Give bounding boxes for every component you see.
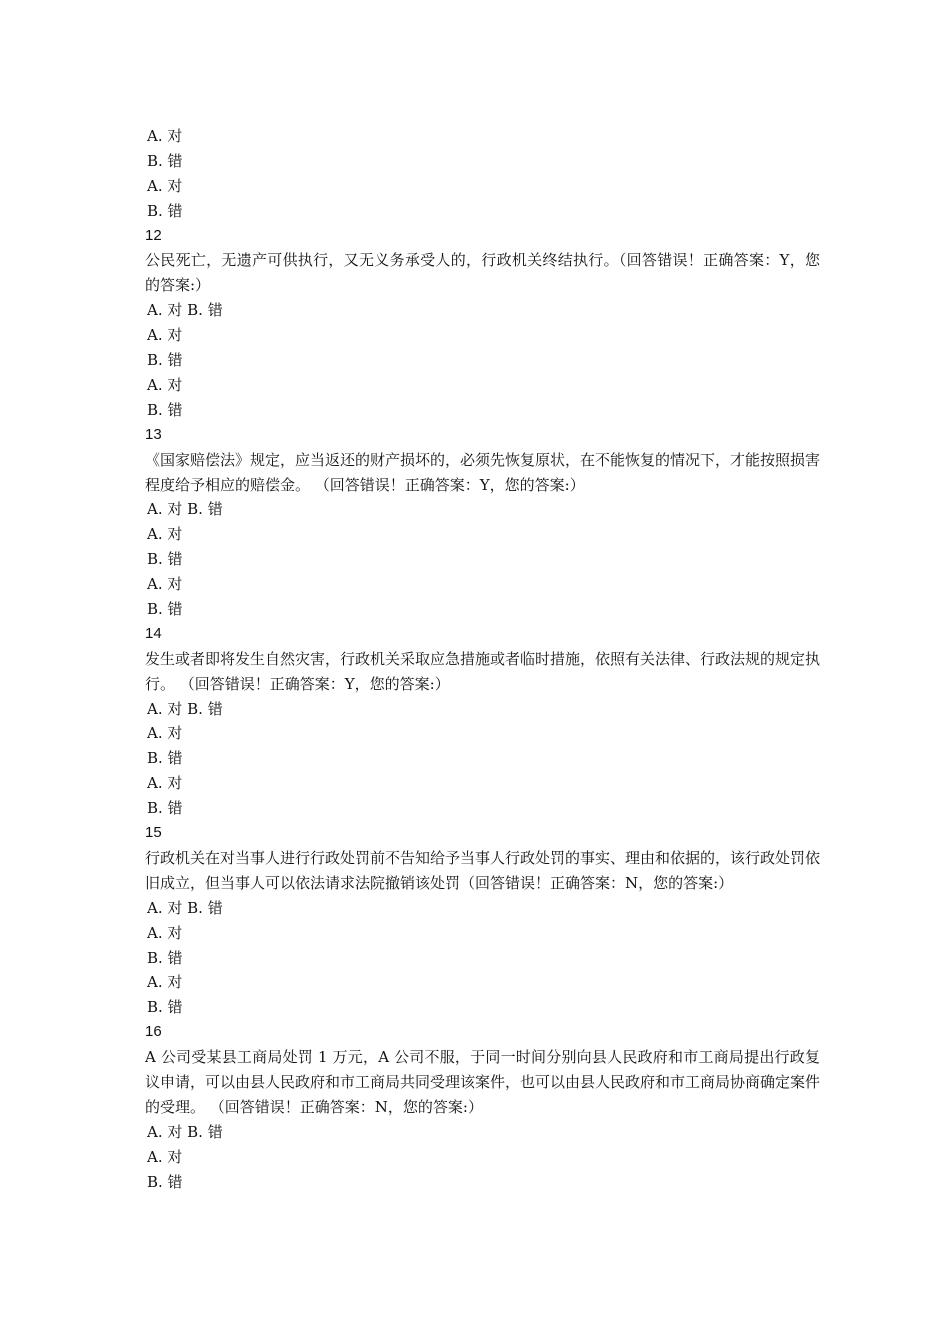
question-text: 公民死亡，无遗产可供执行，又无义务承受人的，行政机关终结执行。（回答错误！正确答案：Y，您的答案:） bbox=[145, 251, 820, 295]
option-line: A. 对 bbox=[147, 127, 183, 145]
option-line: A. 对 bbox=[147, 1147, 183, 1166]
top-options bbox=[145, 124, 820, 224]
question-number: 14 bbox=[145, 624, 162, 642]
option-line: B. 错 bbox=[147, 400, 183, 419]
option-line: B. 错 bbox=[147, 998, 183, 1017]
option-line: A. 对 bbox=[147, 176, 183, 195]
question-text: 发生或者即将发生自然灾害，行政机关采取应急措施或者临时措施，依照有关法律、行政法规的规定执行。 （回答错误！正确答案：Y，您的答案:） bbox=[145, 649, 821, 693]
option-line: A. 对 B. 错 bbox=[147, 898, 223, 917]
question-text: A 公司受某县工商局处罚 1 万元，A 公司不服，于同一时间分别向县人民政府和市工商局提出行政复议申请，可以由县人民政府和市工商局共同受理该案件，也可以由县人民政府和市工商局协商确定案件的受理。 （回答错误！正确答案：N，您的答案:） bbox=[145, 1048, 821, 1116]
option-line: B. 错 bbox=[147, 948, 183, 967]
option-line: B. 错 bbox=[147, 799, 183, 818]
question-16 bbox=[145, 1020, 820, 1194]
option-line: A. 对 bbox=[147, 575, 183, 594]
document-body bbox=[145, 124, 820, 1194]
question-text: 行政机关在对当事人进行行政处罚前不告知给予当事人行政处罚的事实、理由和依据的，该行政处罚依旧成立，但当事人可以依法请求法院撤销该处罚（回答错误！正确答案：N，您的答案:） bbox=[145, 848, 821, 892]
question-text: 《国家赔偿法》规定，应当返还的财产损坏的，必须先恢复原状，在不能恢复的情况下，才能按照损害程度给予相应的赔偿金。 （回答错误！正确答案：Y，您的答案:） bbox=[145, 450, 821, 494]
option-line: A. 对 bbox=[147, 973, 183, 992]
option-line: A. 对 B. 错 bbox=[147, 500, 223, 519]
option-line: A. 对 bbox=[147, 724, 183, 743]
option-line: B. 错 bbox=[147, 151, 183, 170]
option-line: A. 对 B. 错 bbox=[147, 301, 223, 320]
option-line: A. 对 B. 错 bbox=[147, 1122, 223, 1141]
question-number: 12 bbox=[145, 226, 162, 244]
option-line: B. 错 bbox=[147, 351, 183, 370]
option-line: B. 错 bbox=[147, 550, 183, 569]
question-13 bbox=[145, 423, 820, 622]
option-line: B. 错 bbox=[147, 1172, 183, 1191]
option-line: B. 错 bbox=[147, 201, 183, 220]
question-14 bbox=[145, 622, 820, 821]
question-number: 13 bbox=[145, 425, 162, 443]
option-line: A. 对 B. 错 bbox=[147, 699, 223, 718]
question-number: 15 bbox=[145, 824, 162, 842]
question-number: 16 bbox=[145, 1023, 162, 1041]
option-line: A. 对 bbox=[147, 525, 183, 544]
option-line: A. 对 bbox=[147, 326, 183, 345]
option-line: A. 对 bbox=[147, 375, 183, 394]
option-line: B. 错 bbox=[147, 749, 183, 768]
option-line: A. 对 bbox=[147, 923, 183, 942]
question-12 bbox=[145, 224, 820, 423]
question-15 bbox=[145, 821, 820, 1020]
option-line: A. 对 bbox=[147, 774, 183, 793]
option-line: B. 错 bbox=[147, 599, 183, 618]
